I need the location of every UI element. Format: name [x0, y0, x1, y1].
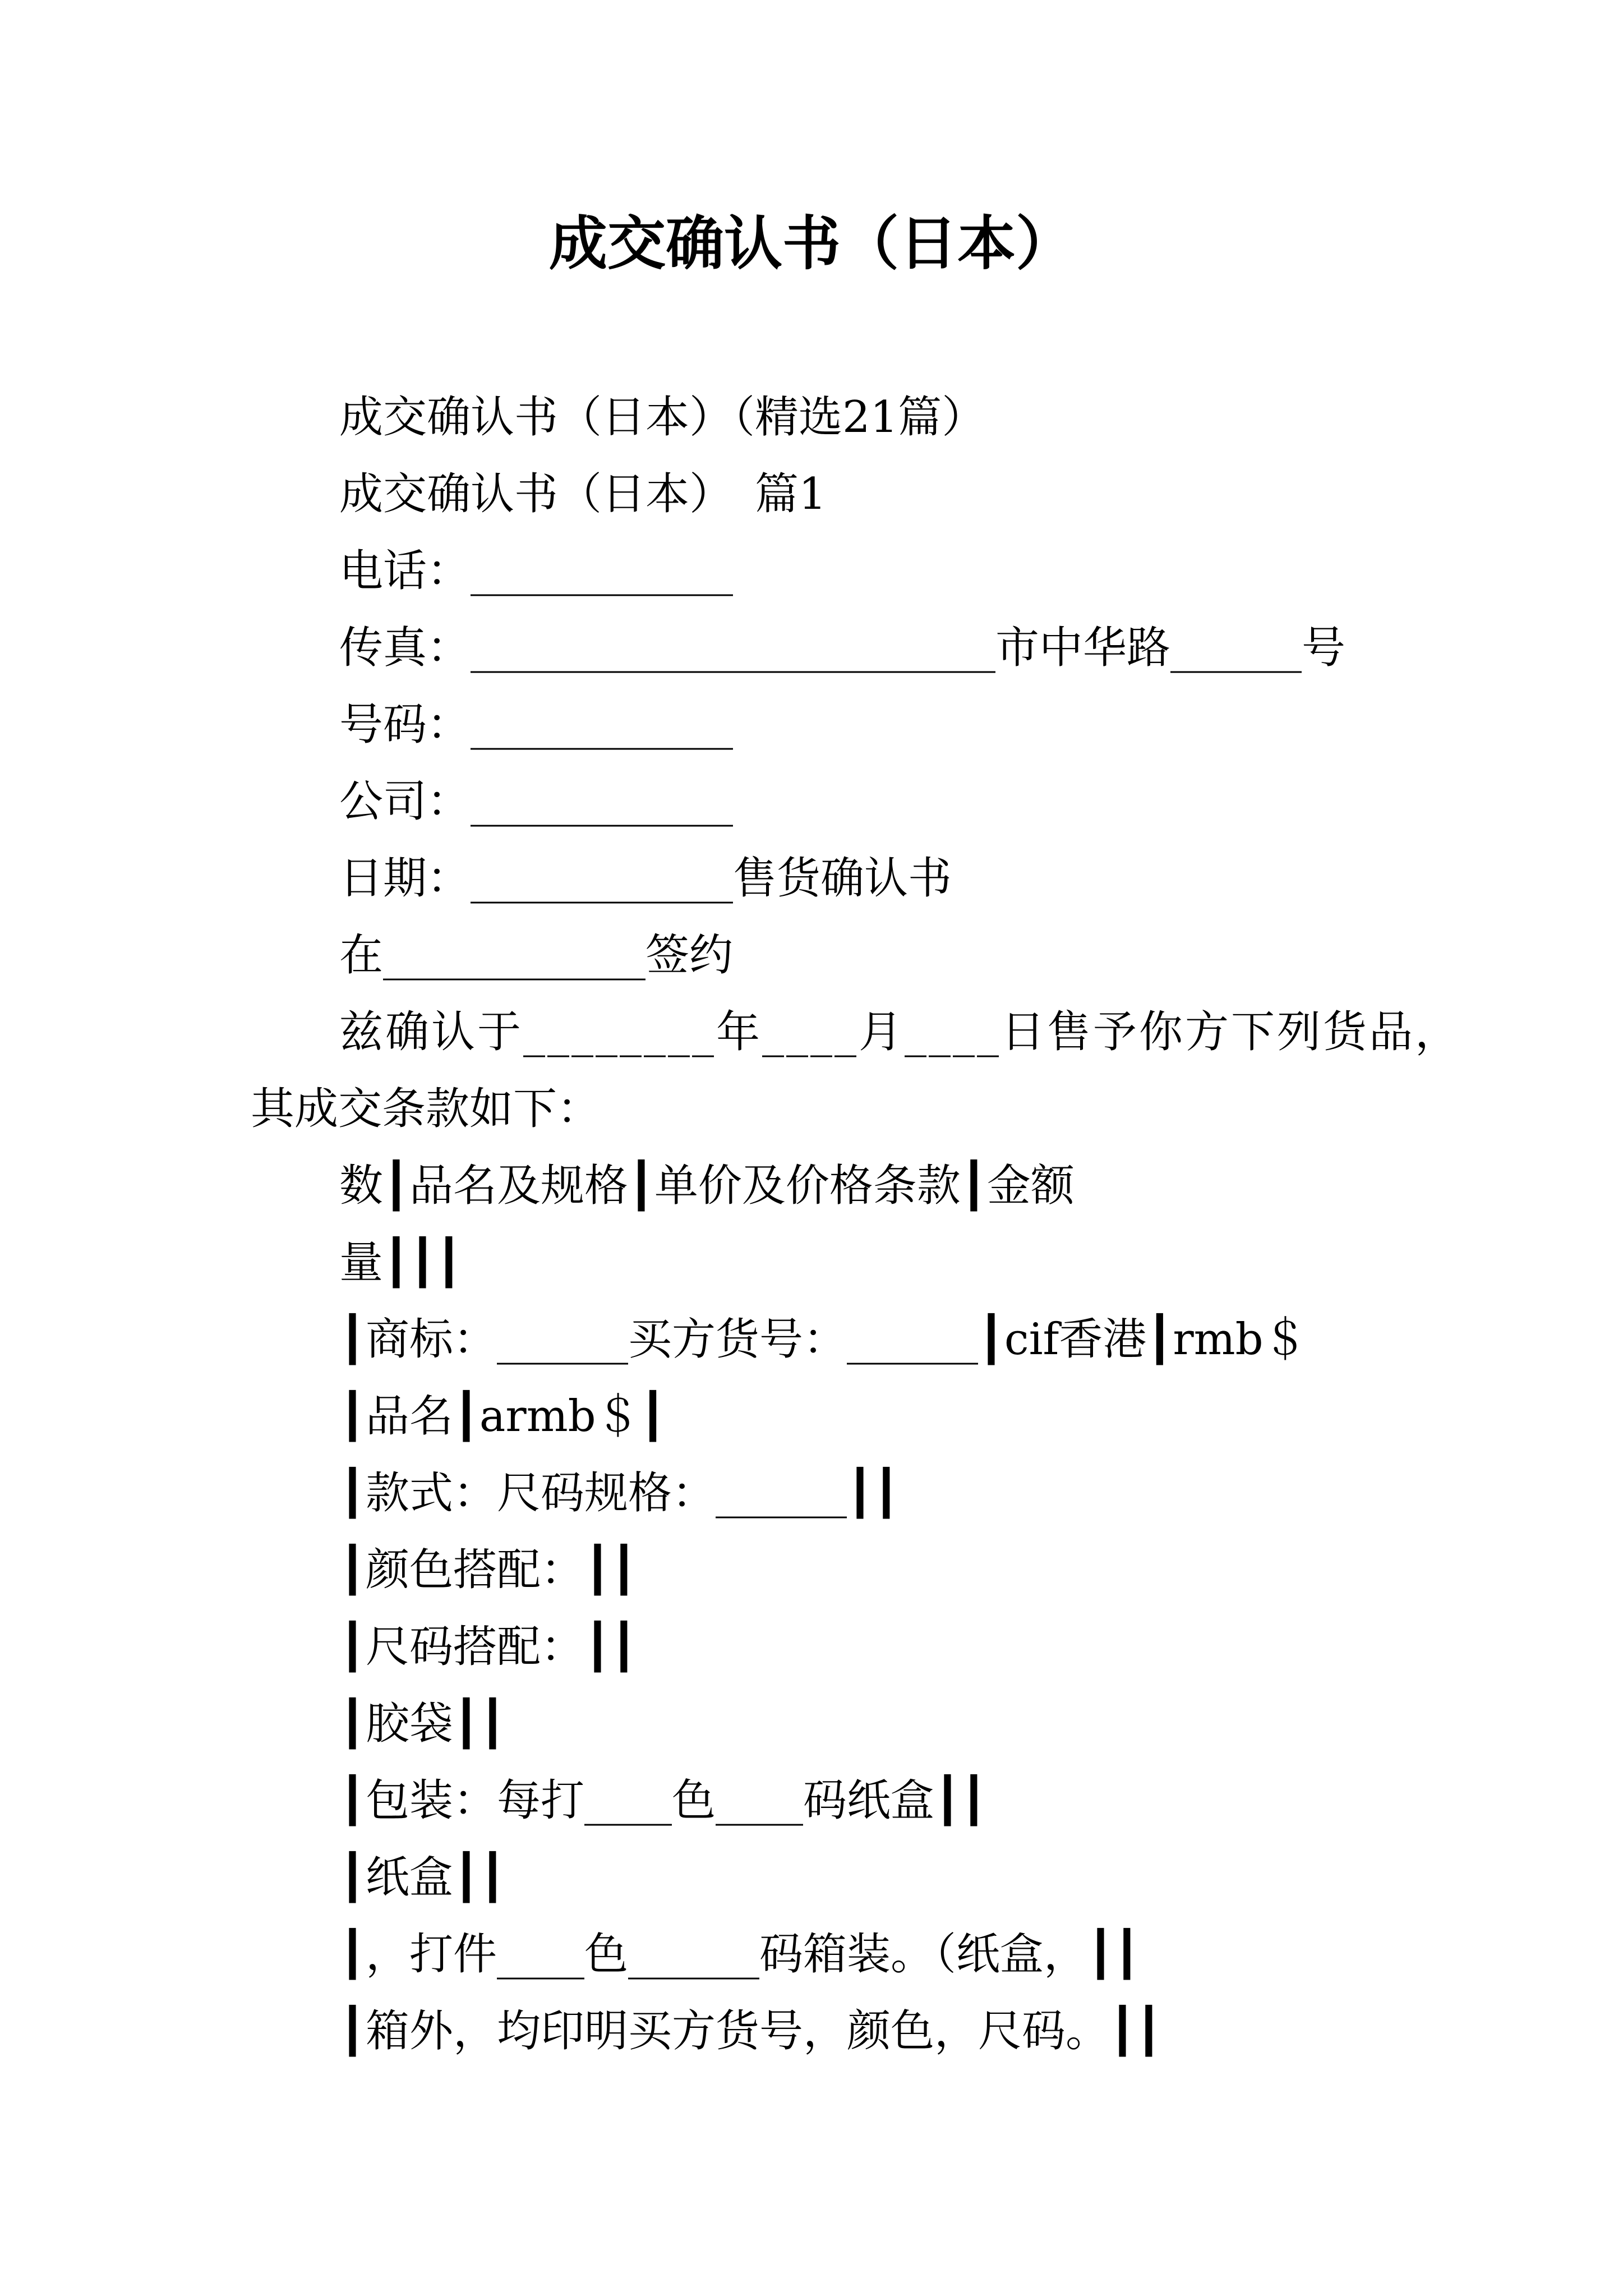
product-name-row: ┃品名┃armb＄┃	[339, 1391, 666, 1442]
confirmation-text-continued: 其成交条款如下：	[251, 1084, 601, 1134]
section-heading: 成交确认书（日本） 篇1	[339, 469, 827, 519]
size-assortment-row: ┃尺码搭配：┃┃	[339, 1622, 637, 1672]
table-header-row-continued: 量┃┃┃	[339, 1237, 462, 1288]
signing-place-line: 在____________签约	[339, 930, 734, 981]
polybag-row: ┃胶袋┃┃	[339, 1699, 506, 1749]
packing-row: ┃包装：每打____色____码纸盒┃┃	[339, 1775, 987, 1826]
phone-line: 电话：____________	[339, 546, 734, 596]
fax-line: 传真：________________________市中华路______号	[339, 623, 1346, 673]
document-title: 成交确认书（日本）	[548, 209, 1074, 278]
table-header-row: 数┃品名及规格┃单价及价格条款┃金额	[339, 1161, 1075, 1211]
company-line: 公司：____________	[339, 776, 734, 827]
trademark-row: ┃商标：______买方货号：______┃cif香港┃rmb＄	[339, 1314, 1307, 1365]
color-assortment-row: ┃颜色搭配：┃┃	[339, 1545, 637, 1595]
style-row: ┃款式：尺码规格：______┃┃	[339, 1468, 900, 1519]
packing-detail-row: ┃，打件____色______码箱装。（纸盒，┃┃	[339, 1929, 1140, 1980]
carton-marking-row: ┃箱外，均印明买方货号，颜色，尺码。┃┃	[339, 2006, 1162, 2056]
collection-heading: 成交确认书（日本）（精选21篇）	[339, 392, 986, 443]
number-line: 号码：____________	[339, 700, 734, 750]
document-body	[0, 379, 1623, 2070]
carton-row: ┃纸盒┃┃	[339, 1852, 506, 1903]
date-line: 日期：____________售货确认书	[339, 853, 952, 904]
confirmation-text: 兹确认于________年____月____日售予你方下列货品，	[339, 1007, 1461, 1057]
